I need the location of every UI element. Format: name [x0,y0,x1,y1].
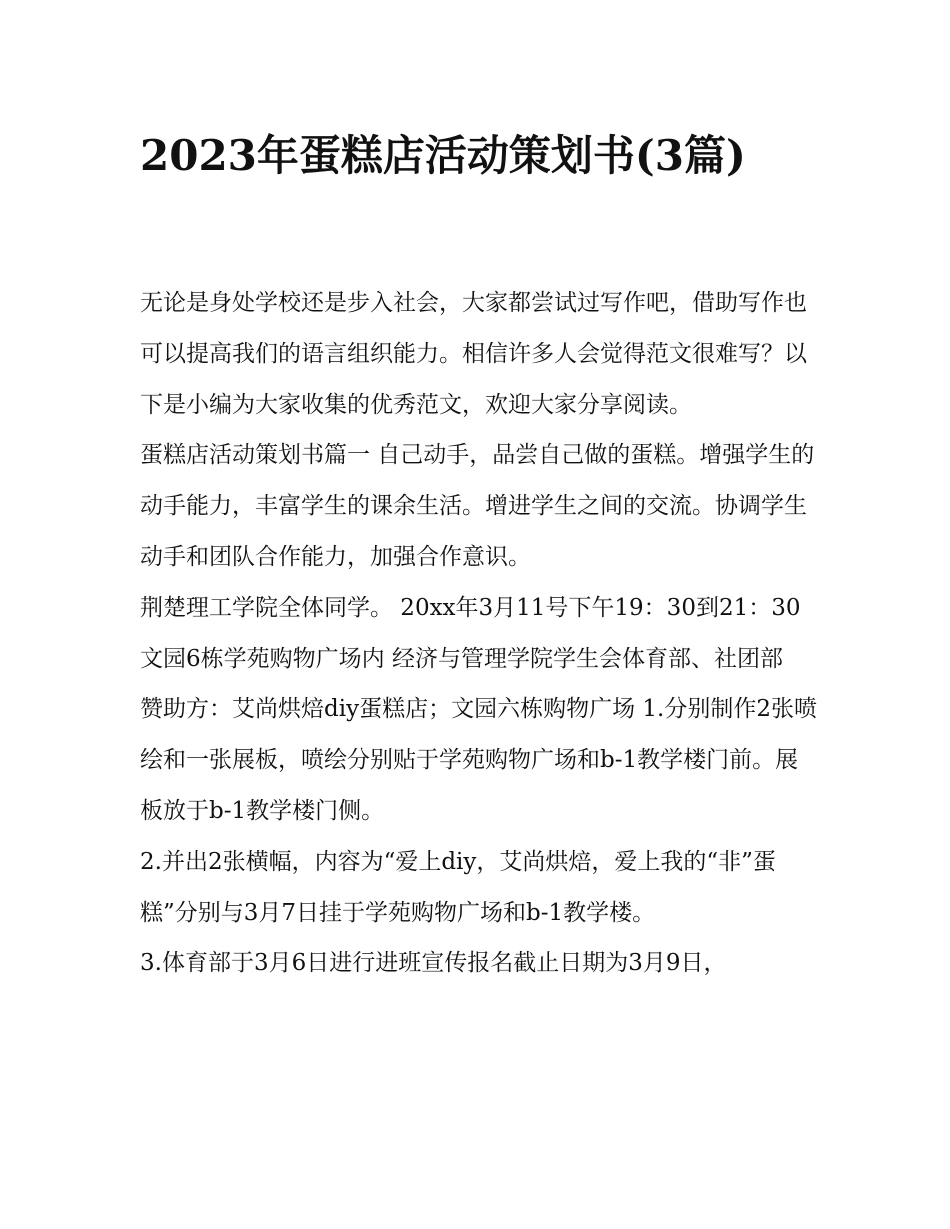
paragraph-purpose: 蛋糕店活动策划书篇一 自己动手，品尝自己做的蛋糕。增强学生的动手能力，丰富学生的课余生活。增进学生之间的交流。协调学生动手和团队合作能力，加强合作意识。 [140,442,815,570]
paragraph-step-3: 3.体育部于3月6日进行进班宣传报名截止日期为3月9日， [140,950,727,977]
paragraph-intro: 无论是身处学校还是步入社会，大家都尝试过写作吧，借助写作也可以提高我们的语言组织能力。相信许多人会觉得范文很难写？以下是小编为大家收集的优秀范文，欢迎大家分享阅读。 [140,290,807,418]
document-body [140,278,820,989]
paragraph-participants-time-place: 荆楚理工学院全体同学。 20xx年3月11号下午19：30到21：30文园6栋学苑购物广场内 经济与管理学院学生会体育部、社团部 [140,594,801,672]
paragraph-sponsor-step-1: 赞助方：艾尚烘焙diy蛋糕店；文园六栋购物广场 1.分别制作2张喷绘和一张展板，喷绘分别贴于学苑购物广场和b-1教学楼门前。展板放于b-1教学楼门侧。 [140,696,817,824]
paragraph-step-2: 2.并出2张横幅，内容为“爱上diy，艾尚烘焙，爱上我的“非”蛋糕”分别与3月7日挂于学苑购物广场和b-1教学楼。 [140,848,776,926]
document-title: 2023年蛋糕店活动策划书(3篇) [140,131,746,180]
